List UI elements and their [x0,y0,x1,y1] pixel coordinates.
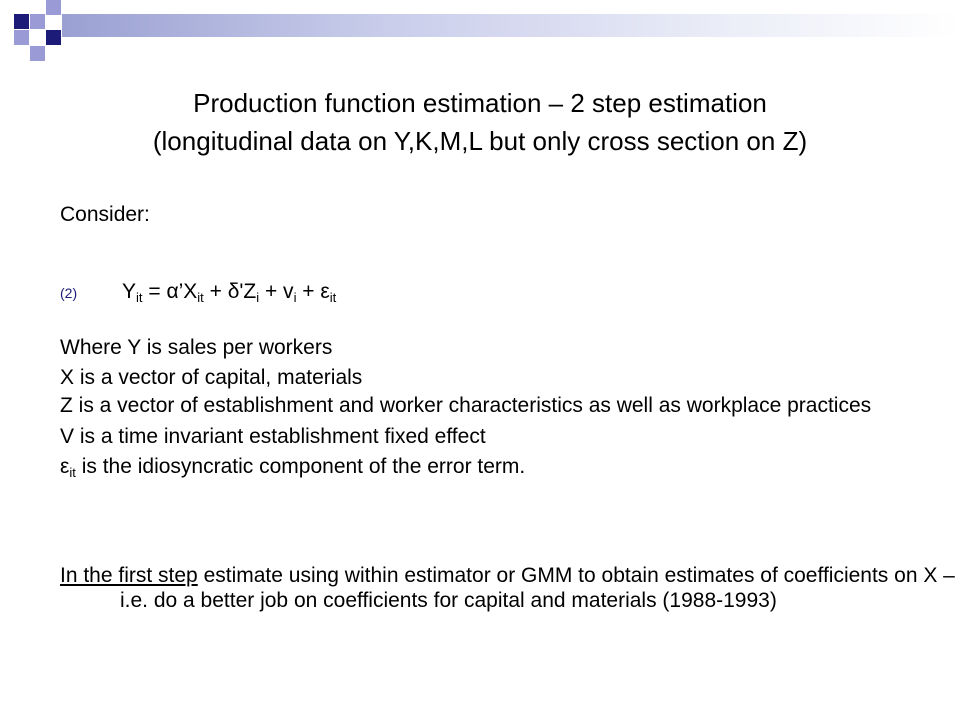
first-step-underlined: In the first step [60,564,198,587]
deco-square-lavender-2 [46,0,61,15]
deco-square-lavender-3 [14,30,29,45]
first-step-paragraph [60,563,960,613]
definitions-block [60,333,920,482]
eq-part: + ε [296,280,330,303]
eq-sub: it [329,290,337,305]
deco-square-lavender-1 [30,14,45,29]
def-y: Where Y is sales per workers [60,336,333,359]
def-z: Z is a vector of establishment and worker characteristics as well as workplace practices [60,394,872,417]
eq-sub: it [197,290,204,305]
eq-part: = α’X [142,280,198,303]
epsilon-sub: it [69,465,76,480]
eq-part: + v [259,280,294,303]
deco-square-navy-2 [46,30,61,45]
title-line-1: Production function estimation – 2 step estimation [193,88,767,118]
def-v: V is a time invariant establishment fixed effect [60,425,486,448]
first-step-text: estimate using within estimator or GMM to obtain estimates of coefficients on X – i.e. do a better job on coefficients for capital and materials (1988-1993) [120,564,955,612]
def-epsilon [60,452,920,482]
eq-part: + δ'Z [203,280,257,303]
eq-sub: it [136,290,143,305]
eq-sub: i [293,290,297,305]
def-x: X is a vector of capital, materials [60,366,363,389]
equation-2 [60,277,336,308]
epsilon-symbol: ε [60,455,70,478]
epsilon-text: is the idiosyncratic component of the error term. [75,455,526,478]
deco-square-navy-1 [14,14,29,29]
equation-number: (2) [60,285,78,301]
eq-sub: i [256,290,260,305]
title-line-2: (longitudinal data on Y,K,M,L but only cross section on Z) [152,126,808,156]
consider-label: Consider: [60,203,150,226]
eq-part: Y [122,280,137,303]
header-gradient-bar [62,14,960,37]
slide-title [40,84,920,160]
deco-square-lavender-4 [30,46,45,61]
